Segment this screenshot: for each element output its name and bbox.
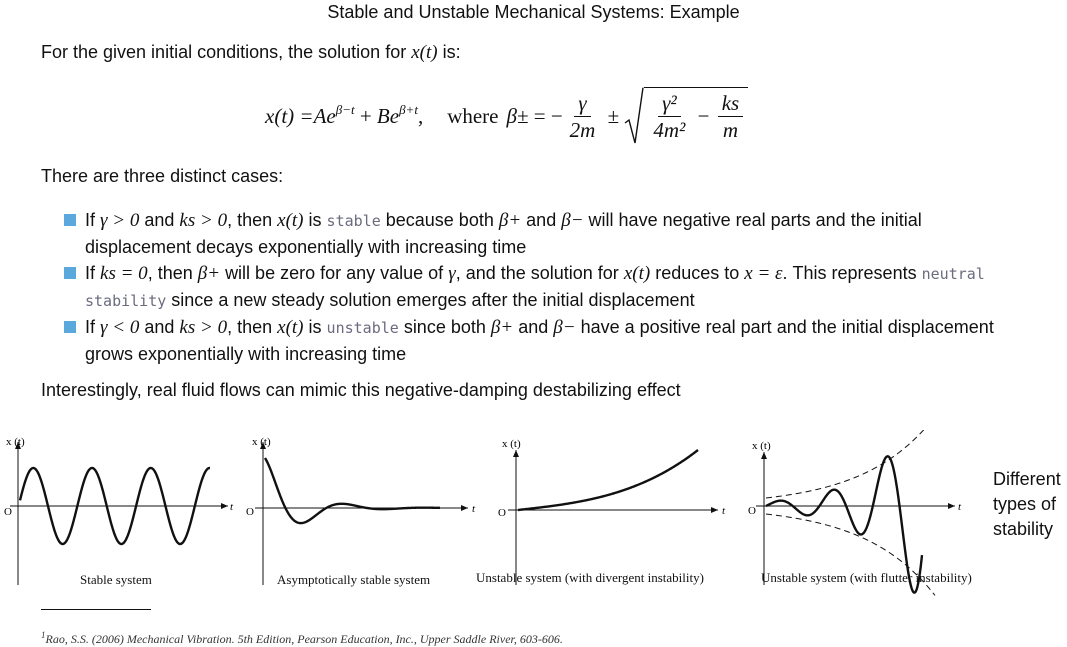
- origin-label: O: [4, 506, 12, 518]
- t-axis-label: t: [472, 503, 476, 515]
- case-text: If: [85, 317, 96, 337]
- t-axis-label: t: [230, 501, 234, 513]
- panel-divergent-instability: [498, 438, 726, 585]
- stability-keyword: neutral stability: [85, 265, 985, 310]
- eq-comma: ,: [417, 103, 424, 128]
- case-math: x = ε: [744, 263, 783, 284]
- eq-exp-a: β−t: [335, 102, 355, 117]
- case-text: , and the solution for: [455, 263, 619, 283]
- eq-sqrt: [624, 87, 748, 145]
- case-math: γ > 0: [100, 210, 140, 231]
- case-text: , then: [227, 317, 273, 337]
- cases-intro: There are three distinct cases:: [41, 166, 284, 186]
- intro-after: is:: [442, 42, 461, 62]
- case-text: is: [308, 317, 322, 337]
- case-math: β−: [561, 210, 584, 231]
- eq-fraction-gamma: [566, 92, 600, 141]
- figure-side-label: Different types of stability: [993, 469, 1061, 539]
- y-axis-label: x (t): [6, 436, 25, 448]
- eq-term-a: Ae: [313, 103, 336, 128]
- t-axis-label: t: [722, 505, 726, 517]
- bullet-square-icon: [64, 267, 76, 279]
- bullet-square-icon: [64, 214, 76, 226]
- case-math: γ: [448, 263, 456, 284]
- case-text: since both: [403, 317, 486, 337]
- case-math: x(t): [623, 263, 651, 284]
- y-axis-label: x (t): [502, 438, 521, 450]
- t-axis-label: t: [958, 501, 962, 513]
- eq-beta-pm: β±: [506, 103, 529, 128]
- case-stable: [64, 207, 1024, 260]
- intro-text: [41, 40, 461, 65]
- y-axis-label: x (t): [252, 436, 271, 448]
- intro-math: x(t): [411, 42, 438, 63]
- sqrt-sign: [624, 87, 644, 145]
- slide-title: Stable and Unstable Mechanical Systems: Example: [327, 2, 740, 22]
- eq-fraction-gamma-sq: [649, 92, 689, 141]
- origin-label: O: [246, 506, 254, 518]
- case-text: and: [144, 317, 175, 337]
- case-math: γ < 0: [100, 317, 140, 338]
- case-math: ks > 0: [179, 317, 228, 338]
- case-text: since a new steady solution emerges after the initial displacement: [171, 290, 695, 310]
- panel-stable-system: [4, 436, 234, 585]
- caption-divergent: Unstable system (with divergent instability): [476, 570, 704, 585]
- case-text: and: [144, 210, 175, 230]
- case-text: If: [85, 210, 96, 230]
- eq-radicand: [644, 87, 748, 145]
- cases-list: [64, 207, 1024, 367]
- case-unstable: [64, 314, 1024, 367]
- caption-flutter: Unstable system (with flutter instability): [761, 570, 972, 585]
- eq-pm: ±: [602, 103, 625, 128]
- eq-where: where: [447, 103, 499, 128]
- case-math: x(t): [277, 317, 304, 338]
- eq-two-m: 2m: [569, 117, 596, 142]
- footnote-rule: [41, 609, 151, 610]
- closing-text: Interestingly, real fluid flows can mimic this negative-damping destabilizing effect: [41, 380, 681, 400]
- case-text: , then: [147, 263, 193, 283]
- decaying-curve: [265, 458, 440, 523]
- bullet-square-icon: [64, 321, 76, 333]
- panel-asymptotically-stable-system: [246, 436, 476, 585]
- case-text: , then: [227, 210, 273, 230]
- case-text: because both: [385, 210, 494, 230]
- case-text: and: [518, 317, 549, 337]
- case-math: β−: [553, 317, 576, 338]
- eq-term-b: Be: [376, 103, 400, 128]
- case-text: reduces to: [655, 263, 740, 283]
- solution-equation: [265, 86, 748, 146]
- upper-envelope: [766, 430, 935, 498]
- eq-minus: −: [692, 104, 715, 128]
- origin-label: O: [498, 507, 506, 519]
- stability-keyword: unstable: [326, 319, 399, 337]
- eq-gamma: γ: [574, 92, 590, 117]
- divergent-curve: [518, 450, 698, 510]
- case-text: and: [526, 210, 557, 230]
- footnote: [41, 630, 563, 647]
- eq-four-m-sq: 4m²: [653, 118, 686, 142]
- stability-keyword: stable: [326, 212, 381, 230]
- case-math: β+: [490, 317, 514, 338]
- caption-asymptotic: Asymptotically stable system: [277, 572, 431, 587]
- case-text: will be zero for any value of: [225, 263, 444, 283]
- case-text: is: [308, 210, 322, 230]
- footnote-text: Rao, S.S. (2006) Mechanical Vibration. 5th Edition, Pearson Education, Inc., Upper Saddle River, 603-606.: [45, 632, 563, 646]
- case-math: ks > 0: [179, 210, 228, 231]
- intro-before: For the given initial conditions, the solution for: [41, 42, 407, 62]
- eq-m: m: [722, 118, 739, 142]
- origin-label: O: [748, 505, 756, 517]
- y-axis-label: x (t): [752, 440, 771, 452]
- eq-gamma-sq: γ²: [658, 92, 681, 117]
- case-text: have a positive real part and the initial displacement grows exponentially with increasing time: [85, 317, 994, 364]
- case-text: . This represents: [782, 263, 917, 283]
- eq-exp-b: β+t: [399, 102, 418, 117]
- case-text: will have negative real parts and the initial displacement decays exponentially with increasing time: [85, 210, 922, 257]
- eq-fraction-ks: [718, 92, 744, 141]
- case-text: If: [85, 263, 96, 283]
- case-math: β+: [498, 210, 522, 231]
- case-math: x(t): [277, 210, 304, 231]
- eq-ks: ks: [718, 92, 744, 117]
- case-math: ks = 0: [100, 263, 148, 284]
- footnote-marker: 1: [41, 630, 46, 640]
- caption-stable: Stable system: [80, 572, 152, 587]
- eq-plus: +: [354, 103, 377, 128]
- eq-lhs: x(t) =: [265, 103, 314, 128]
- eq-equals-minus: = −: [528, 103, 563, 128]
- case-math: β+: [197, 263, 221, 284]
- case-neutral: [64, 260, 1024, 314]
